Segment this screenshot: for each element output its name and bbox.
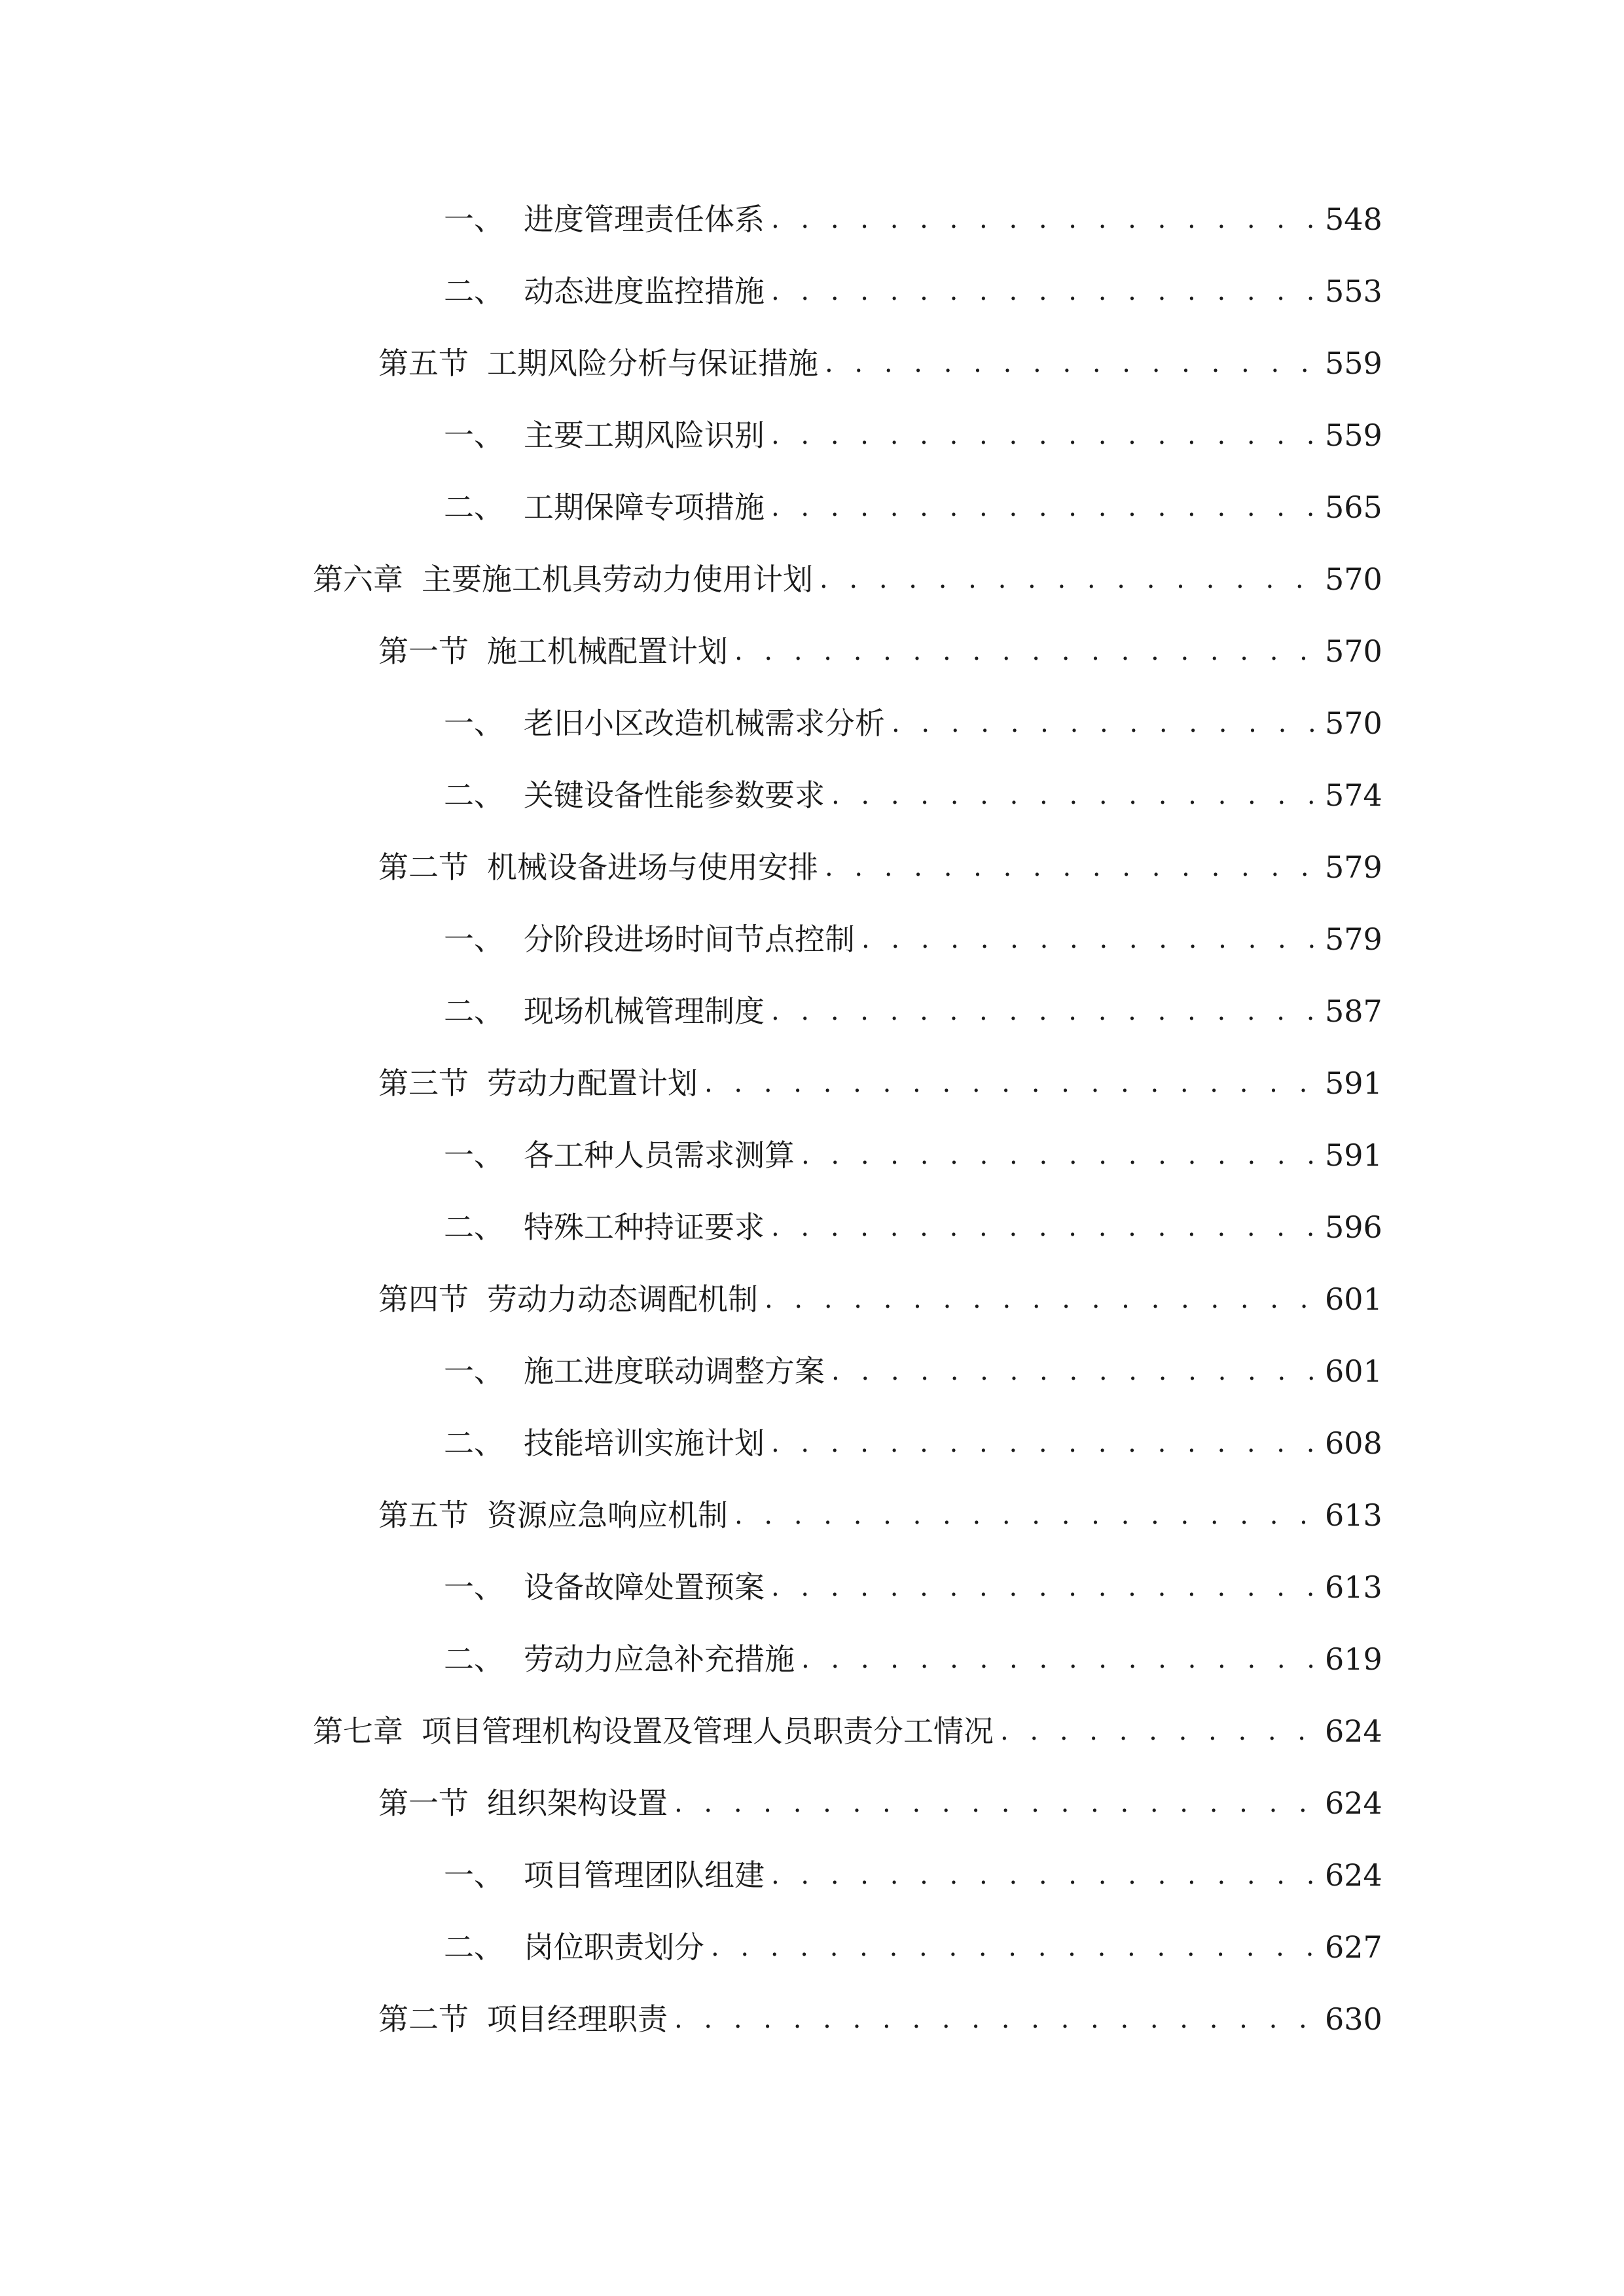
toc-entry-title: 主要施工机具劳动力使用计划 [422, 562, 813, 597]
toc-entry[interactable] [378, 1777, 1380, 1829]
toc-dot-leader [674, 1777, 1316, 1829]
toc-entry-page-number: 596 [1325, 1210, 1382, 1245]
toc-entry[interactable] [378, 625, 1380, 677]
toc-entry-title: 岗位职责划分 [524, 1929, 704, 1965]
toc-entry-number: 一、 [444, 1354, 504, 1389]
toc-entry-number: 二、 [444, 1929, 504, 1965]
toc-entry-page-number: 630 [1325, 2001, 1382, 2037]
toc-entry-page-number: 624 [1325, 1713, 1382, 1749]
toc-entry-number: 一、 [444, 1857, 504, 1893]
toc-entry-title: 现场机械管理制度 [524, 994, 765, 1029]
toc-entry-page-number: 613 [1325, 1498, 1382, 1533]
toc-entry[interactable] [378, 337, 1380, 389]
toc-dot-leader [771, 193, 1316, 245]
toc-entry-title: 技能培训实施计划 [524, 1426, 765, 1461]
toc-entry-title: 劳动力配置计划 [487, 1066, 698, 1101]
toc-dot-leader [711, 1921, 1316, 1973]
toc-entry[interactable] [444, 1345, 1380, 1397]
toc-dot-leader [801, 1129, 1316, 1181]
toc-entry[interactable] [378, 1273, 1380, 1325]
toc-entry[interactable] [444, 697, 1380, 749]
toc-entry-page-number: 574 [1325, 778, 1382, 813]
toc-dot-leader [674, 1993, 1316, 2045]
toc-dot-leader [771, 409, 1316, 461]
toc-entry-number: 二、 [444, 1426, 504, 1461]
toc-dot-leader [771, 481, 1316, 533]
toc-entry-title: 项目管理团队组建 [524, 1857, 765, 1893]
toc-entry-title: 机械设备进场与使用安排 [487, 850, 818, 885]
toc-entry-number: 一、 [444, 418, 504, 453]
toc-entry[interactable] [444, 1633, 1380, 1685]
toc-entry-page-number: 601 [1325, 1282, 1382, 1317]
toc-dot-leader [734, 625, 1316, 677]
toc-entry-number: 第二节 [378, 2001, 469, 2037]
toc-entry[interactable] [313, 1705, 1380, 1757]
toc-entry[interactable] [444, 265, 1380, 317]
toc-entry[interactable] [444, 481, 1380, 533]
toc-entry[interactable] [444, 1849, 1380, 1901]
toc-entry-number: 第二节 [378, 850, 469, 885]
toc-entry-title: 工期保障专项措施 [524, 490, 765, 525]
toc-entry-page-number: 579 [1325, 850, 1382, 885]
toc-entry-page-number: 627 [1325, 1929, 1382, 1965]
toc-entry-number: 一、 [444, 922, 504, 957]
toc-dot-leader [820, 553, 1316, 605]
toc-entry-page-number: 624 [1325, 1785, 1382, 1821]
toc-entry-title: 老旧小区改造机械需求分析 [524, 706, 885, 741]
toc-entry-page-number: 608 [1325, 1426, 1382, 1461]
toc-entry-number: 第六章 [313, 562, 403, 597]
toc-entry-title: 施工机械配置计划 [487, 634, 728, 669]
toc-entry[interactable] [444, 1921, 1380, 1973]
toc-entry[interactable] [378, 841, 1380, 893]
toc-entry-title: 资源应急响应机制 [487, 1498, 728, 1533]
toc-entry-page-number: 559 [1325, 346, 1382, 381]
toc-entry-title: 施工进度联动调整方案 [524, 1354, 825, 1389]
toc-entry[interactable] [444, 985, 1380, 1037]
toc-entry-title: 项目管理机构设置及管理人员职责分工情况 [422, 1713, 994, 1749]
toc-entry-title: 设备故障处置预案 [524, 1570, 765, 1605]
toc-entry[interactable] [444, 409, 1380, 461]
toc-entry-number: 一、 [444, 706, 504, 741]
toc-entry-number: 第一节 [378, 1785, 469, 1821]
toc-entry-number: 一、 [444, 1138, 504, 1173]
toc-entry-title: 进度管理责任体系 [524, 202, 765, 237]
toc-entry[interactable] [378, 1489, 1380, 1541]
toc-entry-page-number: 559 [1325, 418, 1382, 453]
toc-entry[interactable] [444, 1417, 1380, 1469]
toc-entry-page-number: 591 [1325, 1138, 1382, 1173]
toc-entry-number: 第三节 [378, 1066, 469, 1101]
toc-entry-title: 各工种人员需求测算 [524, 1138, 795, 1173]
toc-entry-title: 组织架构设置 [487, 1785, 668, 1821]
toc-entry-title: 特殊工种持证要求 [524, 1210, 765, 1245]
toc-entry-number: 第七章 [313, 1713, 403, 1749]
toc-dot-leader [771, 1561, 1316, 1613]
toc-entry-page-number: 587 [1325, 994, 1382, 1029]
toc-dot-leader [801, 1633, 1316, 1685]
toc-entry-number: 第一节 [378, 634, 469, 669]
toc-dot-leader [771, 1417, 1316, 1469]
toc-dot-leader [734, 1489, 1316, 1541]
toc-entry-page-number: 619 [1325, 1641, 1382, 1677]
toc-entry[interactable] [378, 1057, 1380, 1109]
toc-entry-page-number: 579 [1325, 922, 1382, 957]
toc-entry-page-number: 553 [1325, 274, 1382, 309]
toc-entry-title: 分阶段进场时间节点控制 [524, 922, 855, 957]
toc-entry-title: 项目经理职责 [487, 2001, 668, 2037]
toc-dot-leader [704, 1057, 1316, 1109]
toc-entry-number: 二、 [444, 274, 504, 309]
toc-entry-title: 劳动力动态调配机制 [487, 1282, 758, 1317]
toc-entry-number: 一、 [444, 1570, 504, 1605]
toc-dot-leader [831, 769, 1316, 821]
toc-entry-number: 第五节 [378, 346, 469, 381]
toc-dot-leader [892, 697, 1316, 749]
toc-dot-leader [771, 265, 1316, 317]
toc-entry-number: 第四节 [378, 1282, 469, 1317]
toc-entry-number: 二、 [444, 778, 504, 813]
toc-entry-page-number: 591 [1325, 1066, 1382, 1101]
toc-entry-title: 主要工期风险识别 [524, 418, 765, 453]
toc-entry-page-number: 613 [1325, 1570, 1382, 1605]
toc-dot-leader [825, 841, 1316, 893]
toc-entry-number: 二、 [444, 490, 504, 525]
toc-entry-page-number: 570 [1325, 562, 1382, 597]
toc-dot-leader [861, 913, 1316, 965]
toc-entry[interactable] [444, 193, 1380, 245]
toc-entry-page-number: 601 [1325, 1354, 1382, 1389]
toc-entry-number: 二、 [444, 1210, 504, 1245]
toc-entry-page-number: 624 [1325, 1857, 1382, 1893]
toc-entry-number: 二、 [444, 1641, 504, 1677]
toc-entry-title: 关键设备性能参数要求 [524, 778, 825, 813]
toc-entry-page-number: 565 [1325, 490, 1382, 525]
toc-entry-title: 工期风险分析与保证措施 [487, 346, 818, 381]
toc-dot-leader [771, 1849, 1316, 1901]
toc-entry[interactable] [444, 913, 1380, 965]
toc-entry[interactable] [444, 769, 1380, 821]
toc-entry[interactable] [444, 1201, 1380, 1253]
toc-entry-number: 一、 [444, 202, 504, 237]
toc-entry-title: 劳动力应急补充措施 [524, 1641, 795, 1677]
toc-dot-leader [771, 1201, 1316, 1253]
toc-entry[interactable] [444, 1561, 1380, 1613]
toc-entry[interactable] [444, 1129, 1380, 1181]
toc-entry-title: 动态进度监控措施 [524, 274, 765, 309]
toc-dot-leader [825, 337, 1316, 389]
toc-dot-leader [771, 985, 1316, 1037]
toc-entry-page-number: 548 [1325, 202, 1382, 237]
toc-entry-page-number: 570 [1325, 706, 1382, 741]
toc-entry-number: 第五节 [378, 1498, 469, 1533]
toc-dot-leader [765, 1273, 1316, 1325]
toc-entry-page-number: 570 [1325, 634, 1382, 669]
toc-entry[interactable] [378, 1993, 1380, 2045]
toc-dot-leader [1000, 1705, 1316, 1757]
toc-dot-leader [831, 1345, 1316, 1397]
toc-entry-number: 二、 [444, 994, 504, 1029]
toc-entry[interactable] [313, 553, 1380, 605]
